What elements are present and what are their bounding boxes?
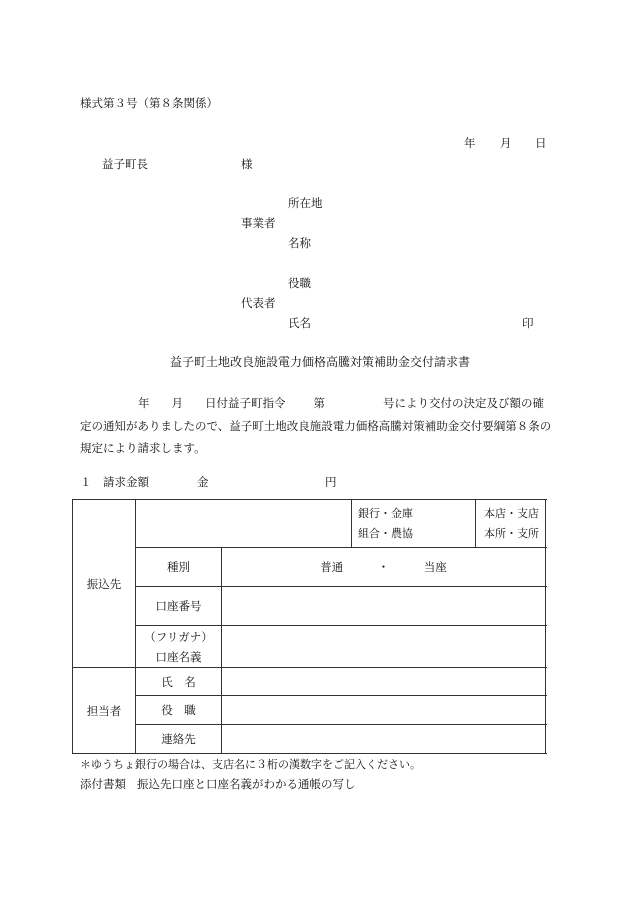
addressee-name: 益子町長: [102, 157, 148, 171]
branch-field[interactable]: 本店・支店 本所・支所: [476, 500, 546, 548]
body-month: 月: [171, 396, 183, 410]
representative-position-label: 役職: [288, 276, 311, 290]
account-type-label: 種別: [136, 548, 222, 587]
form-number: 様式第３号（第８条関係）: [80, 96, 218, 110]
account-number-field[interactable]: [222, 587, 546, 626]
representative-name-label: 氏名: [288, 316, 311, 330]
account-name-field[interactable]: [222, 626, 546, 668]
date-year: 年: [464, 136, 476, 150]
body-day-suffix: 日付益子町指令: [205, 396, 286, 410]
body-dai: 第: [313, 396, 325, 410]
contact-label: 連絡先: [136, 725, 222, 754]
claim-label: 請求金額: [103, 475, 149, 489]
request-paragraph: [80, 392, 552, 460]
attachments-label: 添付書類: [80, 777, 126, 791]
person-position-field[interactable]: [222, 696, 546, 725]
body-year: 年: [138, 396, 150, 410]
business-name-label: 名称: [288, 236, 311, 250]
attachments-text: 振込先口座と口座名義がわかる通帳の写し: [137, 777, 356, 791]
account-name-label: （フリガナ） 口座名義: [136, 626, 222, 668]
bank-name-field[interactable]: [136, 500, 352, 548]
person-position-label: 役 職: [136, 696, 222, 725]
date-month: 月: [500, 136, 512, 150]
footnote: ＊ゆうちょ銀行の場合は、支店名に３桁の漢数字をご記入ください。: [80, 758, 421, 771]
contact-field[interactable]: [222, 725, 546, 754]
claim-prefix: 金: [197, 475, 209, 489]
body-text: 号により交付の決定及び額の確定の通知がありましたので、益子町土地改良施設電力価格高騰対策補助金交付要綱第８条の規定により請求します。: [80, 396, 552, 455]
person-name-label: 氏 名: [136, 668, 222, 696]
addressee-honorific: 様: [241, 157, 253, 171]
transfer-label: 振込先: [73, 500, 136, 668]
contact-person-label: 担当者: [73, 668, 136, 754]
claim-suffix: 円: [325, 475, 337, 489]
business-label: 事業者: [241, 216, 276, 230]
seal-mark: 印: [522, 316, 534, 330]
person-name-field[interactable]: [222, 668, 546, 696]
transfer-table: [72, 499, 546, 754]
document-title: 益子町土地改良施設電力価格高騰対策補助金交付請求書: [170, 355, 471, 369]
business-location-label: 所在地: [288, 196, 323, 210]
representative-label: 代表者: [241, 296, 276, 310]
account-type-options[interactable]: 普通 ・ 当座: [222, 548, 546, 587]
account-number-label: 口座番号: [136, 587, 222, 626]
bank-type-options: 銀行・金庫 組合・農協: [352, 500, 476, 548]
claim-number: １: [80, 475, 92, 489]
date-day: 日: [535, 136, 547, 150]
